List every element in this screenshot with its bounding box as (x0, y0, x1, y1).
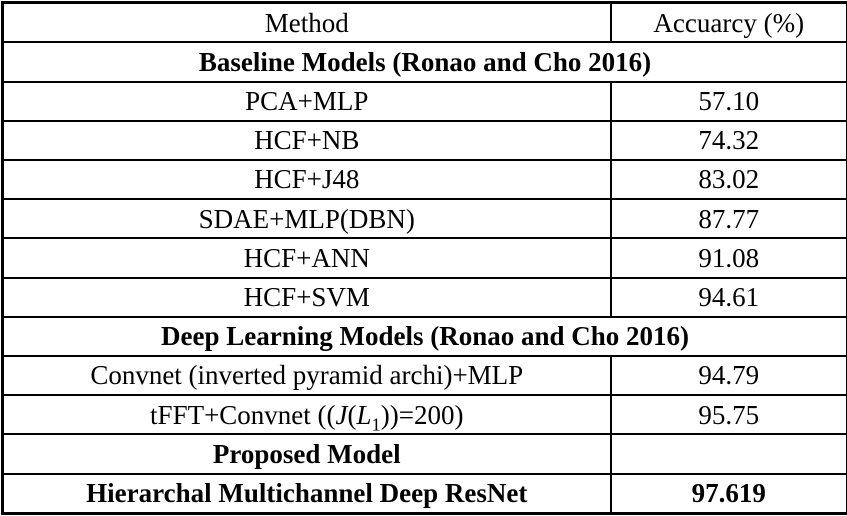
method-cell: HCF+SVM (3, 278, 611, 317)
table-row (3, 121, 847, 160)
accuracy-cell: 94.79 (611, 356, 847, 395)
method-cell (3, 395, 611, 434)
method-cell: Proposed Model (3, 434, 611, 473)
table-row (3, 238, 847, 277)
table-row (3, 395, 847, 434)
method-text-fragment: ))=200) (380, 399, 464, 430)
method-header-cell: Method (3, 3, 611, 43)
accuracy-cell: 87.77 (611, 199, 847, 238)
method-cell: HCF+J48 (3, 160, 611, 199)
accuracy-cell: 91.08 (611, 238, 847, 277)
table-row (3, 3, 847, 43)
accuracy-cell: 94.61 (611, 278, 847, 317)
method-cell: HCF+ANN (3, 238, 611, 277)
results-table (1, 1, 847, 515)
table-row (3, 160, 847, 199)
table-row (3, 42, 847, 81)
accuracy-cell: 97.619 (611, 474, 847, 514)
method-cell: Convnet (inverted pyramid archi)+MLP (3, 356, 611, 395)
section-header-cell: Deep Learning Models (Ronao and Cho 2016) (3, 317, 847, 356)
table-row (3, 434, 847, 473)
method-cell: SDAE+MLP(DBN) (3, 199, 611, 238)
table-row (3, 474, 847, 514)
method-cell: HCF+NB (3, 121, 611, 160)
accuracy-cell: 83.02 (611, 160, 847, 199)
method-text-fragment: L (356, 399, 372, 430)
method-text-fragment: tFFT+Convnet (( (150, 399, 336, 430)
accuracy-header-cell: Accuarcy (%) (611, 3, 847, 43)
method-text-fragment: 1 (371, 413, 381, 434)
accuracy-cell: 57.10 (611, 82, 847, 121)
method-cell: Hierarchal Multichannel Deep ResNet (3, 474, 611, 514)
accuracy-cell (611, 434, 847, 473)
method-text-fragment: ( (347, 399, 357, 430)
method-text-fragment: J (335, 399, 348, 430)
table-row (3, 82, 847, 121)
section-header-cell: Baseline Models (Ronao and Cho 2016) (3, 42, 847, 81)
table-row (3, 278, 847, 317)
table-row (3, 199, 847, 238)
method-cell: PCA+MLP (3, 82, 611, 121)
table-row (3, 356, 847, 395)
results-table-body (3, 3, 847, 514)
table-row (3, 317, 847, 356)
accuracy-cell: 95.75 (611, 395, 847, 434)
accuracy-cell: 74.32 (611, 121, 847, 160)
